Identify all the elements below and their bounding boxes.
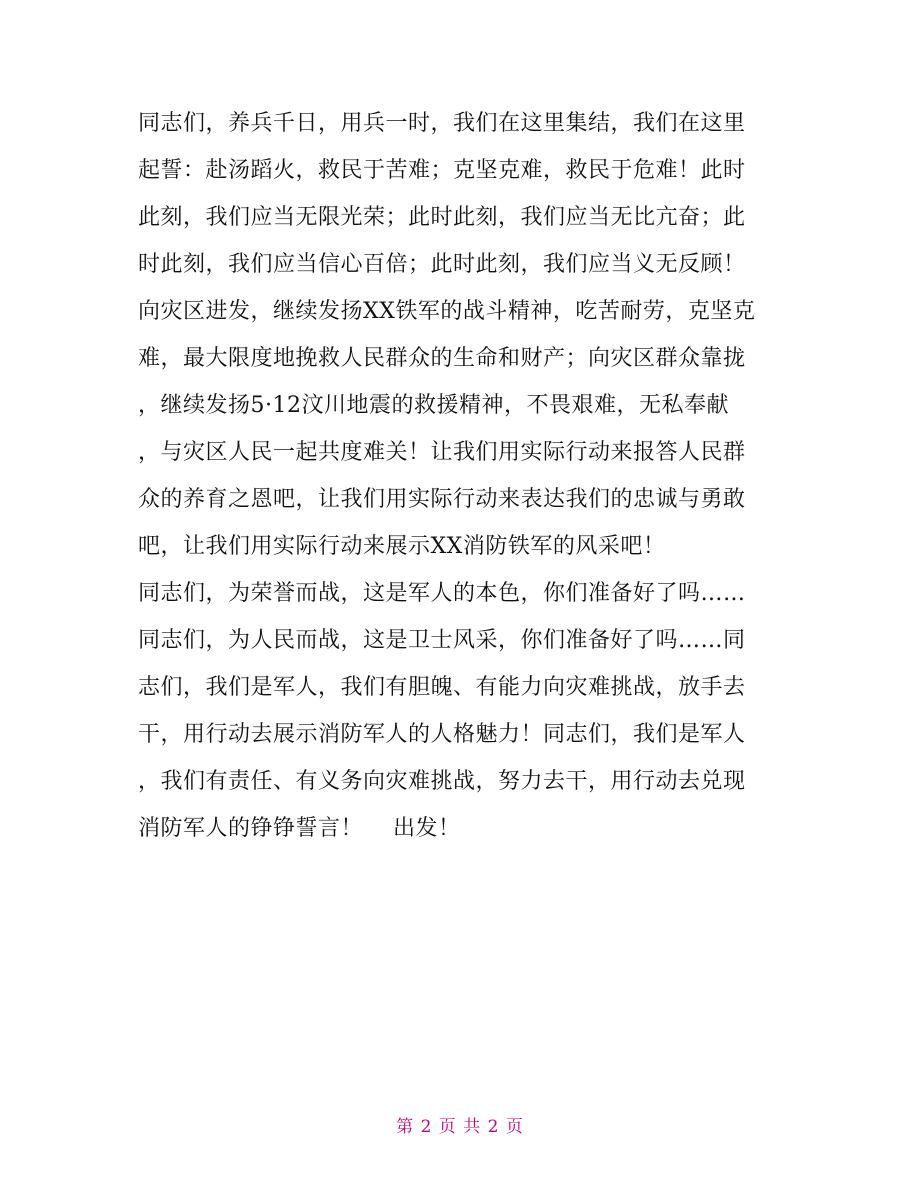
text-line: 同志们，为荣誉而战，这是军人的本色，你们准备好了吗…… — [138, 581, 746, 606]
text-line: 消防军人的铮铮誓言！ 出发！ — [138, 816, 461, 841]
text-line: 同志们，为人民而战，这是卫士风采，你们准备好了吗……同 — [138, 628, 746, 653]
text-line: 时此刻，我们应当信心百倍；此时此刻，我们应当义无反顾！ — [138, 252, 746, 277]
text-line: ，我们有责任、有义务向灾难挑战，努力去干，用行动去兑现 — [138, 769, 746, 794]
text-line: 起誓：赴汤蹈火，救民于苦难；克坚克难，救民于危难！此时 — [138, 158, 746, 183]
text-line: 难，最大限度地挽救人民群众的生命和财产；向灾区群众靠拢 — [138, 346, 746, 371]
page-number-footer: 第 2 页 共 2 页 — [396, 1117, 524, 1137]
text-line: 众的养育之恩吧，让我们用实际行动来表达我们的忠诚与勇敢 — [138, 487, 746, 512]
text-line: 吧，让我们用实际行动来展示XX消防铁军的风采吧！ — [138, 534, 666, 559]
text-line: 干，用行动去展示消防军人的人格魅力！同志们，我们是军人 — [138, 722, 746, 747]
text-line: 此刻，我们应当无限光荣；此时此刻，我们应当无比亢奋；此 — [138, 205, 746, 230]
text-line: ，继续发扬5·12汶川地震的救援精神，不畏艰难，无私奉献 — [138, 393, 729, 418]
document-body — [138, 100, 798, 852]
text-line: 志们，我们是军人，我们有胆魄、有能力向灾难挑战，放手去 — [138, 675, 746, 700]
text-line: ，与灾区人民一起共度难关！让我们用实际行动来报答人民群 — [138, 440, 746, 465]
text-line: 向灾区进发，继续发扬XX铁军的战斗精神，吃苦耐劳，克坚克 — [138, 299, 756, 324]
text-line: 同志们，养兵千日，用兵一时，我们在这里集结，我们在这里 — [138, 111, 746, 136]
